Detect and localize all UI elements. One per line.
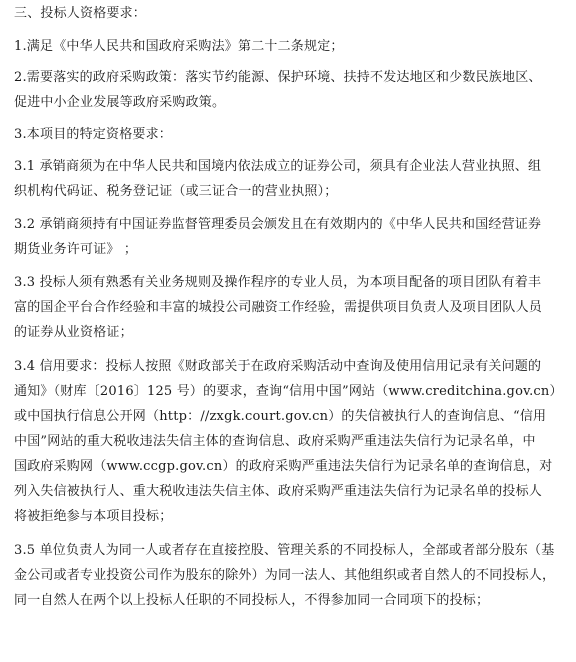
- paragraph-3-2-line-1: 3.2 承销商须持有中国证券监督管理委员会颁发且在有效期内的《中华人民共和国经营证券: [14, 217, 542, 232]
- paragraph-3-4-line-1: 3.4 信用要求：投标人按照《财政部关于在政府采购活动中查询及使用信用记录有关问题的: [14, 359, 542, 374]
- paragraph-1-line-1: 1.满足《中华人民共和国政府采购法》第二十二条规定；: [14, 39, 344, 54]
- paragraph-3-1-line-2: 织机构代码证、税务登记证（或三证合一的营业执照）；: [14, 184, 338, 199]
- paragraph-3-5-line-1: 3.5 单位负责人为同一人或者存在直接控股、管理关系的不同投标人，全部或者部分股东（基: [14, 543, 555, 558]
- paragraph-2-line-1: 2.需要落实的政府采购政策：落实节约能源、保护环境、扶持不发达地区和少数民族地区、: [14, 70, 542, 85]
- paragraph-3-4-line-3: 或中国执行信息公开网（http：//zxgk.court.gov.cn）的失信被执行人的查询信息、“信用: [14, 409, 547, 424]
- paragraph-2-line-2: 促进中小企业发展等政府采购政策。: [14, 95, 226, 110]
- paragraph-3-4-line-4: 中国”网站的重大税收违法失信主体的查询信息、政府采购严重违法失信行为记录名单，中: [14, 434, 536, 449]
- paragraph-3-line-1: 3.本项目的特定资格要求：: [14, 127, 173, 142]
- paragraph-3-4-line-6: 列入失信被执行人、重大税收违法失信主体、政府采购严重违法失信行为记录名单的投标人: [14, 484, 543, 499]
- paragraph-3-5-line-3: 同一自然人在两个以上投标人任职的不同投标人，不得参加同一合同项下的投标；: [14, 593, 490, 608]
- paragraph-3-3-line-2: 富的国企平台合作经验和丰富的城投公司融资工作经验，需提供项目负责人及项目团队人员: [14, 300, 543, 315]
- paragraph-3-5-line-2: 金公司或者专业投资公司作为股东的除外）为同一法人、其他组织或者自然人的不同投标人，: [14, 568, 556, 583]
- paragraph-3-1-line-1: 3.1 承销商须为在中华人民共和国境内依法成立的证券公司，须具有企业法人营业执照、组: [14, 159, 542, 174]
- paragraph-3-4-line-2: 通知》（财库〔2016〕125 号）的要求，查询“信用中国”网站（www.creditchina.gov.cn）: [14, 384, 563, 399]
- paragraph-3-2-line-2: 期货业务许可证》 ；: [14, 242, 138, 257]
- paragraph-3-3-line-1: 3.3 投标人须有熟悉有关业务规则及操作程序的专业人员，为本项目配备的项目团队有着丰: [14, 275, 542, 290]
- paragraph-3-4-line-7: 将被拒绝参与本项目投标；: [14, 509, 173, 524]
- paragraph-3-3-line-3: 的证券从业资格证；: [14, 325, 133, 340]
- section-heading: 三、投标人资格要求：: [14, 6, 147, 21]
- paragraph-3-4-line-5: 国政府采购网（www.ccgp.gov.cn）的政府采购严重违法失信行为记录名单的查询信息，对: [14, 459, 553, 474]
